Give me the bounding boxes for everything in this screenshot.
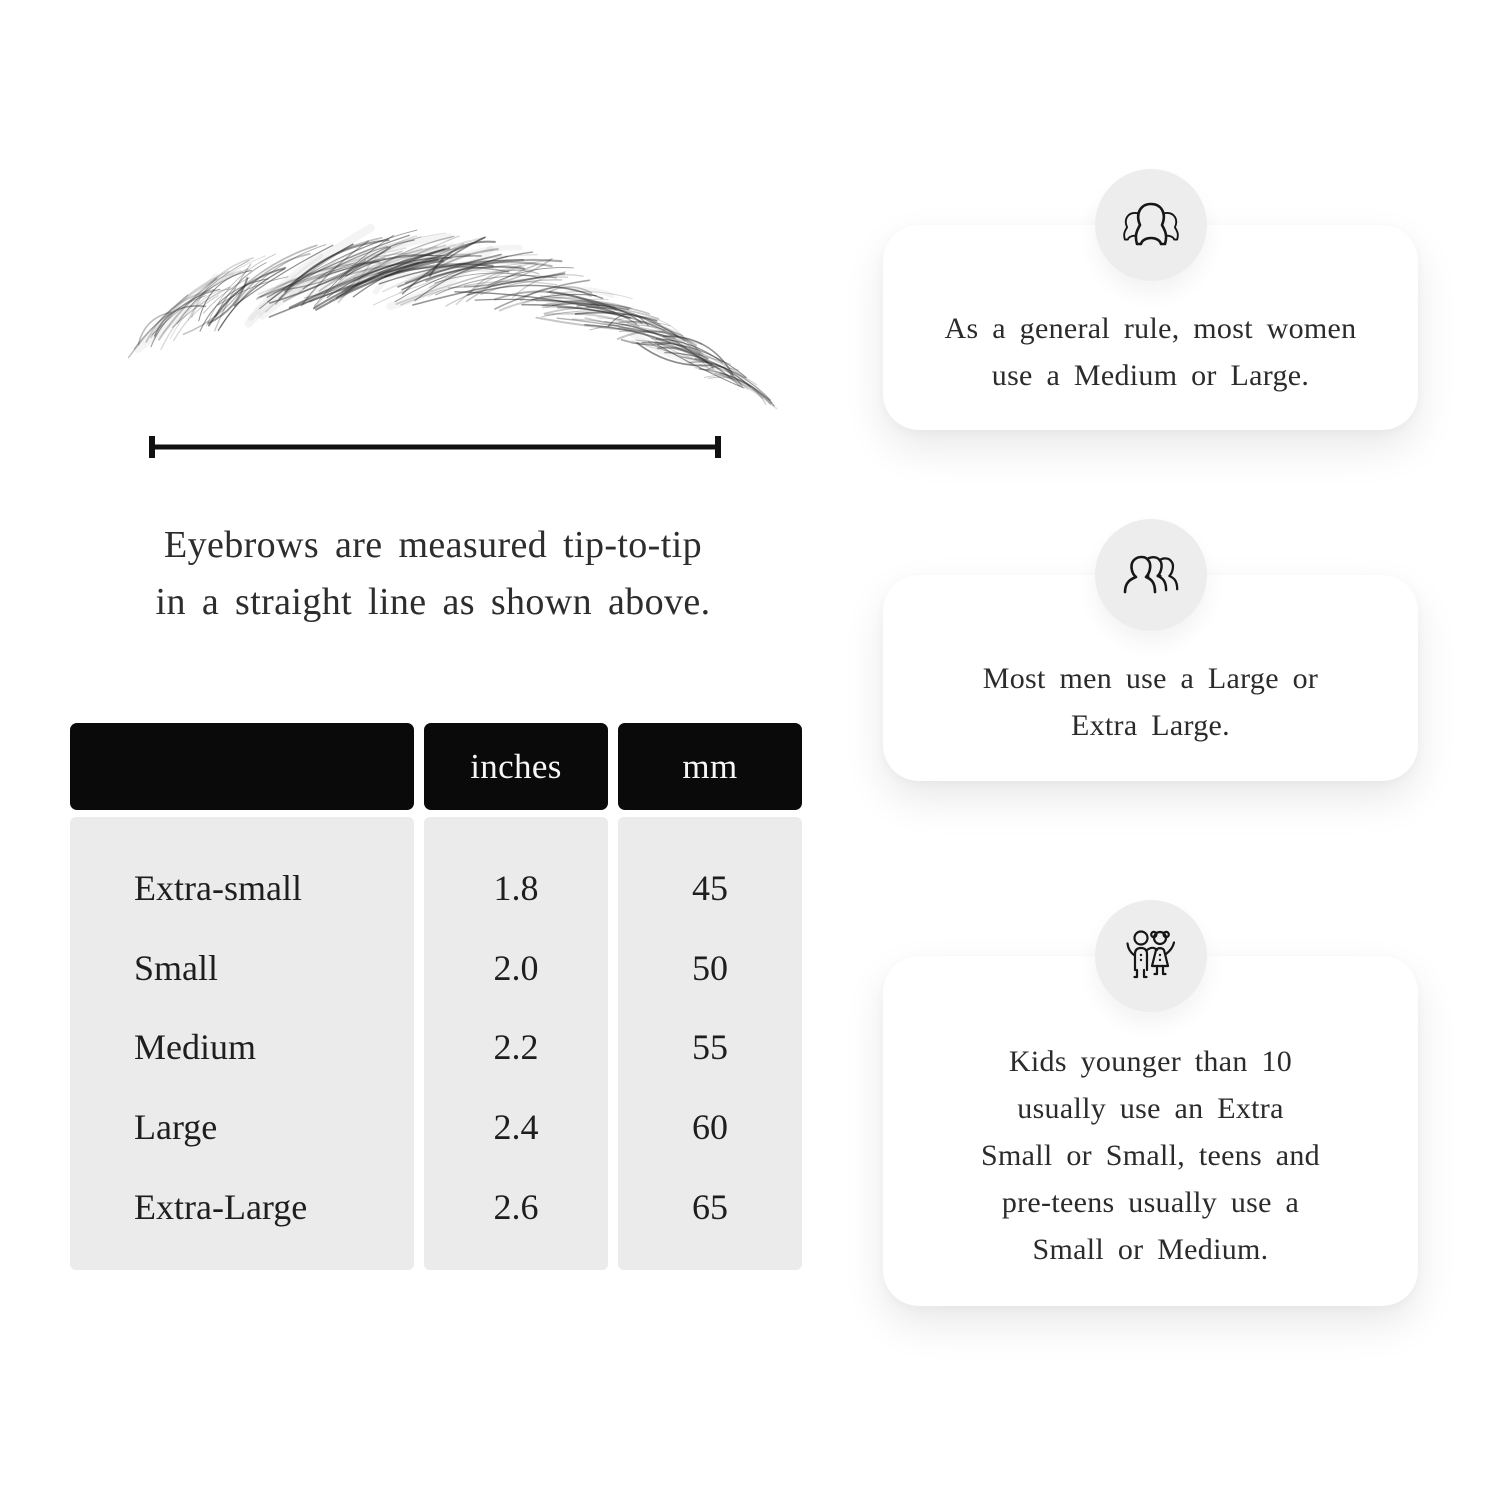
size-label: Extra-Large [134, 1187, 308, 1228]
info-card-kids [883, 956, 1418, 1306]
mm-value: 65 [692, 1187, 728, 1228]
table-column-sizes [70, 817, 414, 1270]
table-header-size [70, 723, 414, 810]
inches-value: 1.8 [493, 867, 539, 908]
info-card-women [883, 225, 1418, 430]
card-text-line: use a Medium or Large. [991, 358, 1310, 392]
card-women-text [883, 225, 1418, 430]
card-men-text [883, 575, 1418, 781]
table-column-inches [424, 817, 608, 1270]
inches-value: 2.6 [493, 1187, 539, 1228]
card-text-line: pre-teens usually use a [1001, 1185, 1300, 1219]
card-text-line: Small or Small, teens and [981, 1138, 1320, 1172]
size-label: Large [134, 1107, 218, 1148]
inches-value: 2.4 [493, 1107, 539, 1148]
mm-value: 60 [692, 1107, 728, 1148]
mm-value: 50 [692, 947, 728, 988]
size-label: Small [134, 947, 219, 988]
measurement-line [140, 432, 730, 462]
table-header-inches: inches [424, 723, 608, 810]
card-text-line: Most men use a Large or [982, 662, 1319, 695]
size-label: Medium [134, 1027, 256, 1068]
size-chart-table [70, 723, 802, 1270]
card-kids-text [883, 956, 1418, 1306]
mm-value: 45 [692, 867, 728, 908]
card-text-line: Small or Medium. [1032, 1232, 1269, 1266]
card-text-line: usually use an Extra [1017, 1091, 1284, 1125]
card-text-line: Kids younger than 10 [1008, 1044, 1293, 1078]
info-card-men [883, 575, 1418, 781]
eyebrow-illustration [60, 222, 800, 448]
inches-value: 2.2 [493, 1027, 539, 1068]
mm-value: 55 [692, 1027, 728, 1068]
caption-line-2: in a straight line as shown above. [155, 581, 711, 623]
table-header-mm: mm [618, 723, 802, 810]
measurement-caption [70, 517, 796, 631]
inches-value: 2.0 [493, 947, 539, 988]
card-text-line: As a general rule, most women [944, 311, 1357, 345]
card-text-line: Extra Large. [1071, 709, 1230, 742]
caption-line-1: Eyebrows are measured tip-to-tip [164, 524, 702, 566]
size-label: Extra-small [134, 867, 302, 908]
table-column-mm [618, 817, 802, 1270]
eyebrow-sketch [60, 222, 800, 448]
